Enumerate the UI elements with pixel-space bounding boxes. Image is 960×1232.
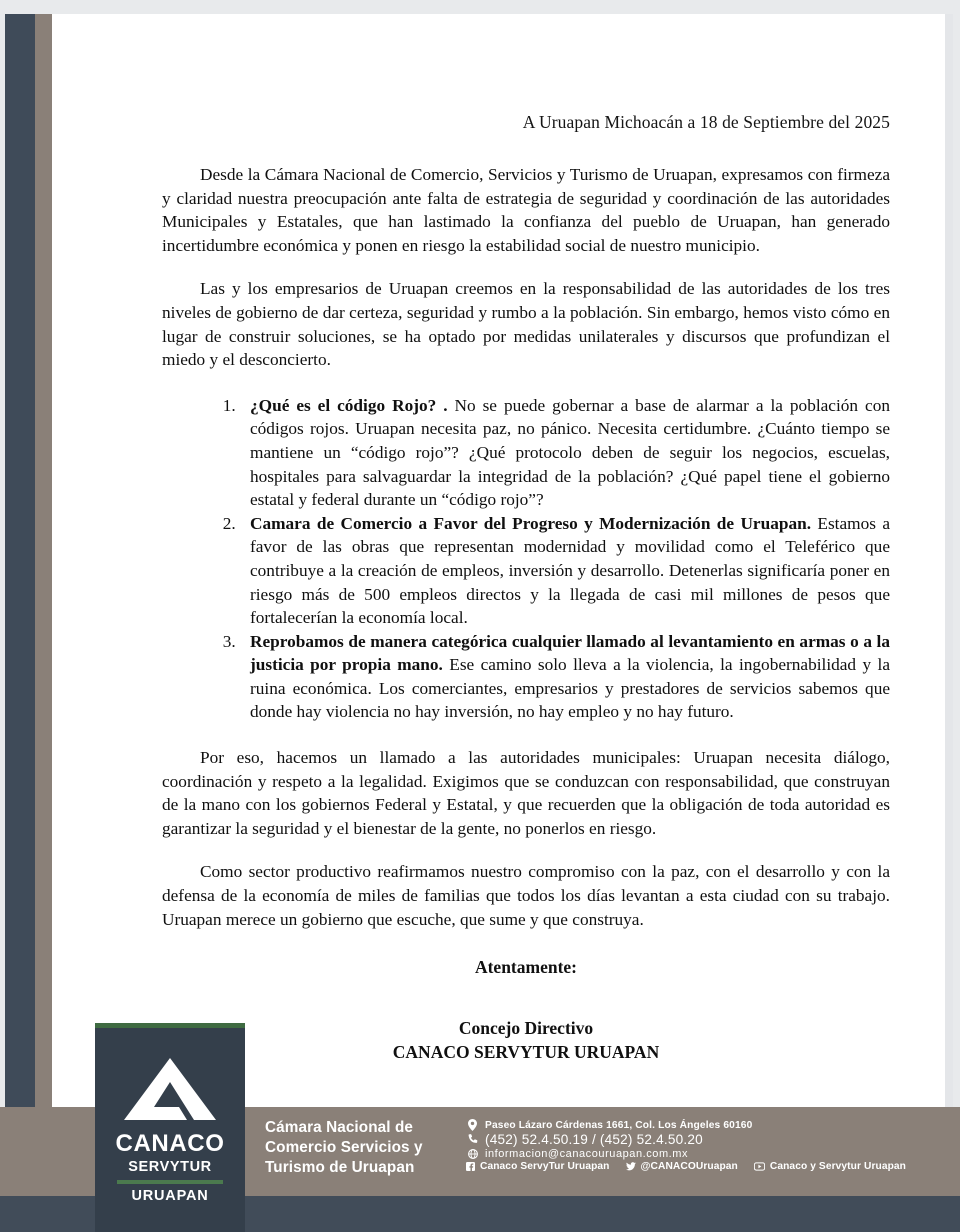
logo-word-canaco: CANACO [115, 1130, 225, 1157]
footer-phone-text: (452) 52.4.50.19 / (452) 52.4.50.20 [485, 1132, 703, 1147]
canaco-triangle-icon [124, 1058, 216, 1120]
claim-lead: Camara de Comercio a Favor del Progreso y Modernización de Uruapan. [250, 513, 812, 533]
left-dark-edge-bar [5, 14, 35, 1232]
claim-body: No se puede gobernar a base de alarmar a la población con códigos rojos. Uruapan necesita paz, no pánico. Necesita certidumbre. ¿Cuánto tiempo se mantiene un “código rojo”? ¿Qué protocolo deben de seguir los negocios, escuelas, hospitales para salvaguardar la integridad de la población? ¿Qué papel tiene el gobierno estatal y federal durante un “código rojo”? [250, 395, 890, 510]
youtube-icon [754, 1162, 765, 1171]
globe-icon [466, 1149, 479, 1159]
social-facebook-label: Canaco ServyTur Uruapan [480, 1161, 610, 1172]
closing-paragraph-2: Como sector productivo reafirmamos nuestro compromiso con la paz, con el desarrollo y con la defensa de la economía de miles de familias que todos los días levantan a esta ciudad con su trabajo. Uruapan merece un gobierno que escuche, que sume y que construya. [162, 862, 890, 929]
facebook-icon [466, 1162, 475, 1171]
social-youtube-label: Canaco y Servytur Uruapan [769, 1161, 907, 1172]
footer-organization-name: Cámara Nacional de Comercio Servicios y Turismo de Uruapan [265, 1119, 423, 1176]
claim-lead: Reprobamos de manera categórica cualquier llamado al levantamiento en armas o a la justicia por propia mano. [250, 631, 890, 675]
left-taupe-edge-bar [35, 14, 52, 1232]
claims-list [162, 394, 890, 724]
location-pin-icon [466, 1119, 479, 1131]
sign-off: Atentamente: [474, 957, 578, 978]
paragraph-1: Desde la Cámara Nacional de Comercio, Servicios y Turismo de Uruapan, expresamos con firmeza y claridad nuestra preocupación ante falta de estrategia de seguridad y coordinación de las autoridades Municipales y Estatales, que han lastimado la confianza del pueblo de Uruapan, han generado incertidumbre económica y ponen en riesgo la estabilidad social de nuestro municipio. [162, 165, 890, 255]
claim-body: Ese camino solo lleva a la violencia, la ingobernabilidad y la ruina económica. Los comerciantes, empresarios y prestadores de servicios sabemos que donde hay violencia no hay inversión, no hay empleo y no hay futuro. [250, 655, 890, 722]
social-twitter-label [641, 1161, 738, 1172]
footer-address-text: Paseo Lázaro Cárdenas 1661, Col. Los Ángeles 60160 [485, 1119, 753, 1131]
signature-line-2: CANACO SERVYTUR URUAPAN [392, 1042, 660, 1063]
logo-green-divider [117, 1180, 223, 1184]
paragraph-2: Las y los empresarios de Uruapan creemos en la responsabilidad de las autoridades de los tres niveles de gobierno de dar certeza, seguridad y rumbo a la población. Sin embargo, hemos visto cómo en lugar de construir soluciones, se ha optado por medidas unilaterales y discursos que profundizan el miedo y el desconcierto. [162, 279, 890, 370]
social-twitter[interactable] [626, 1161, 738, 1172]
phone-icon [466, 1134, 479, 1145]
claim-item-3 [240, 630, 890, 724]
footer-contact-block [466, 1119, 910, 1172]
claim-item-1 [240, 394, 890, 512]
footer-address-row [466, 1119, 910, 1131]
right-page-margin [945, 14, 953, 1232]
footer-social-row [466, 1161, 910, 1172]
claim-item-2 [240, 512, 890, 630]
footer-email-text: informacion@canacouruapan.com.mx [485, 1148, 689, 1160]
claim-body: Estamos a favor de las obras que representan modernidad y movilidad como el Teleférico que contribuye a la creación de empleos, inversión y desarrollo. Detenerlas significaría poner en riesgo más de 500 empleos directos y la llegada de casi mil millones de pesos que fortalecerían la economía local. [250, 513, 890, 628]
closing-paragraph-1: Por eso, hacemos un llamado a las autoridades municipales: Uruapan necesita diálogo, coordinación y respeto a la legalidad. Exigimos que se conduzcan con responsabilidad, que construyan de la mano con los gobiernos Federal y Estatal, y que recuerden que la obligación de toda autoridad es garantizar la seguridad y el bienestar de la gente, no ponerlos en riesgo. [162, 748, 890, 838]
signature-block [162, 1016, 890, 1064]
canaco-logo [95, 1028, 245, 1232]
twitter-icon [626, 1162, 636, 1171]
logo-word-uruapan: URUAPAN [131, 1188, 209, 1204]
footer-phone-row [466, 1132, 910, 1147]
footer-email-row [466, 1148, 910, 1160]
date-line: A Uruapan Michoacán a 18 de Septiembre del 2025 [522, 112, 890, 132]
signature-line-1: Concejo Directivo [458, 1018, 594, 1039]
social-twitter-handle: CANACOUruapan [650, 1161, 738, 1172]
social-facebook[interactable] [466, 1161, 610, 1172]
social-youtube[interactable] [754, 1161, 906, 1172]
logo-word-servytur: SERVYTUR [128, 1159, 212, 1175]
twitter-handle-prefix: @ [640, 1161, 651, 1172]
claim-lead: ¿Qué es el código Rojo? . [250, 395, 448, 415]
